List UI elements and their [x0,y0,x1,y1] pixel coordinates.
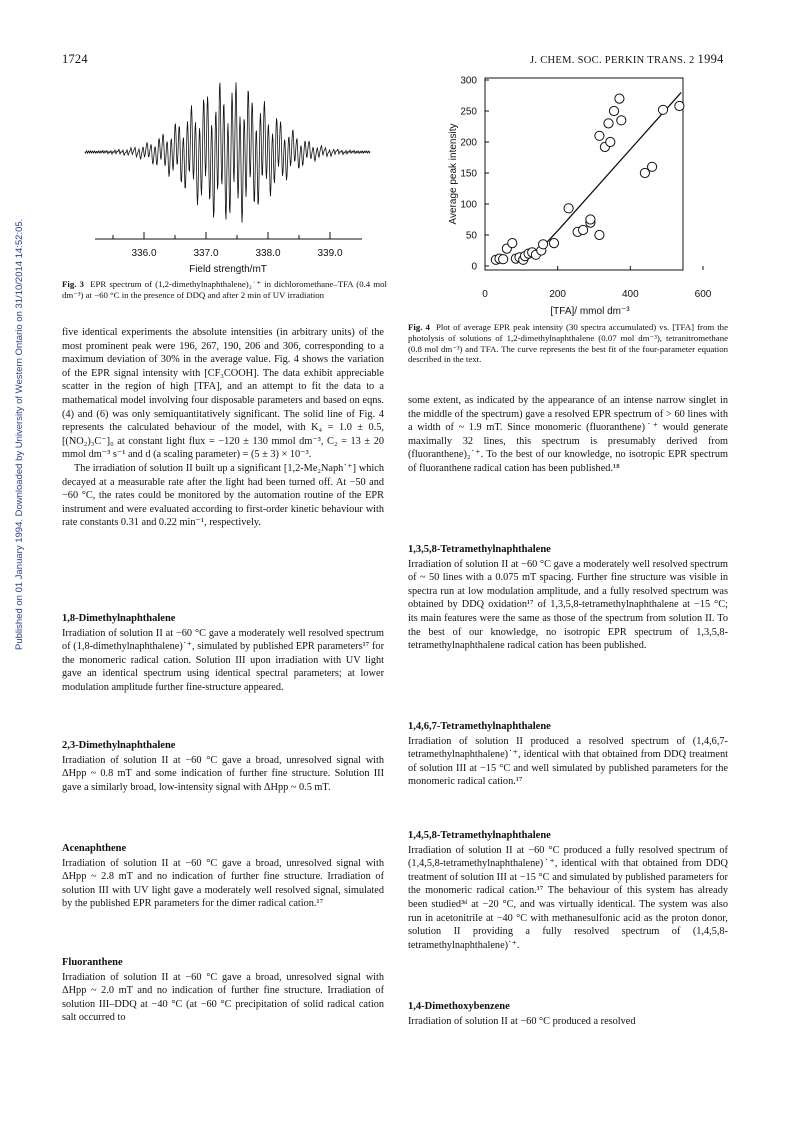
page-number: 1724 [62,52,88,66]
fig3-caption-label: Fig. 3 [62,279,84,289]
fig4-ytick-label: 50 [465,230,477,242]
fig4-caption [408,322,728,365]
fig4-data-point [658,105,667,114]
fig4-data-point [586,215,595,224]
section-heading: Fluoranthene [62,957,123,968]
provenance-text: Published on 01 January 1994. Downloaded by University of Western Ontario on 31/10/2014 14:52:05. [14,218,25,650]
fig4-x-tick-labels [482,289,712,300]
fig4-data-point [508,239,517,248]
fig3-tick-label: 338.0 [255,248,281,259]
section-heading: 1,4,6,7-Tetramethylnaphthalene [408,721,551,732]
fig4-xtick-label: 600 [694,289,712,300]
fig3-tick-label: 336.0 [131,248,157,259]
fig4-data-points [491,94,684,264]
right-section-1 [408,543,728,653]
left-para-2: The irradiation of solution II built up a significant [1,2-Me₂Naph˙⁺] which decayed at a measurable rate after the light had been turned off. At −50 and −60 °C, the rates could be monitored by the automation routine of the EPR instrument and were evaluated according to first-order kinetic behaviour with rate constants 0.31 and 0.22 min⁻¹, respectively. [62,462,384,529]
fig4-data-point [617,116,626,125]
fig4-data-point [615,94,624,103]
section-heading: 1,4,5,8-Tetramethylnaphthalene [408,830,551,841]
fig4-ytick-label: 100 [460,199,477,211]
fig3-caption [62,279,387,301]
fig4-data-point [579,225,588,234]
fig4-data-point [648,162,657,171]
right-column-para [408,394,728,476]
right-section-4 [408,1000,728,1028]
fig4-ytick-label: 300 [460,75,477,87]
left-para-1: five identical experiments the absolute intensities (in arbitrary units) of the most prominent peak were 196, 267, 190, 206 and 306, corresponding to a maximum deviation of 30% in the average value. Fig. 4 shows the variation of the EPR signal intensity with [CF₃COOH]. The data exhibit appreciable scatter in the region of high [TFA], and an attempt to fit the data to a mathematical model involving four disposable parameters and based on eqns. (4) and (6) was only semiquantitatively significant. The solid line of Fig. 4 represents the calculated behaviour of the model, with K₄ = 1.0 ± 0.5, [(NO₂)₃C⁻]₀ at constant light flux = −120 ± 130 mmol dm⁻³, C₂ = 13 ± 20 mmol dm⁻³ s⁻¹ and d (a scaling parameter) = (5 ± 3) × 10⁻³. [62,327,384,461]
fig4-data-point [606,137,615,146]
left-section-1 [62,612,384,695]
fig4-caption-label: Fig. 4 [408,322,430,332]
fig4-data-point [604,119,613,128]
fig4-data-point [609,106,618,115]
right-section-2 [408,720,728,789]
fig4-xtick-label: 0 [482,289,488,300]
left-section-2 [62,739,384,794]
section-heading: 1,3,5,8-Tetramethylnaphthalene [408,544,551,555]
fig3-tick-labels [131,248,342,259]
fig4-y-tick-labels [460,76,477,273]
section-body: Irradiation of solution II at −60 °C gave a broad, unresolved signal with ΔHpp ~ 0.8 mT and some indication of further fine structure. Solution III gave a similarly broad, low-intensity signal with ΔHpp ~ 0.5 mT. [62,754,384,793]
section-body: Irradiation of solution II at −60 °C gave a broad, unresolved signal with ΔHpp ~ 2.8 mT and no indication of further fine structure. Irradiation of solution III with UV light gave a moderately well resolved signal, simulated by the published EPR parameters for the dimer radical cation.¹⁷ [62,857,384,910]
section-body: Irradiation of solution II at −60 °C produced a resolved [408,1015,636,1027]
fig4-ylabel: Average peak intensity [448,123,459,225]
right-section-3 [408,829,728,952]
right-para-1: some extent, as indicated by the appearance of an intense narrow singlet in the middle of the spectrum) gave a resolved EPR spectrum of > 60 lines with a width of ~ 1.9 mT. Since monomeric (fluoranthene)˙⁺ would generate maximally 32 lines, this spectrum is presumably derived from (fluoranthene)₂˙⁺. To the best of our knowledge, no isotropic EPR spectrum of fluoranthene radical cation has been published.¹⁸ [408,395,728,474]
section-body: Irradiation of solution II at −60 °C gave a moderately well resolved spectrum of ~ 50 lines with a 0.075 mT spacing. Further fine structure was visible in spectra run at low modulation amplitude, and a fully resolved spectrum was obtained by DDQ oxidation¹⁷ of 1,3,5,8-tetramethylnaphthalene at −15 °C; its main features were the same as those of the spectrum from solution II. To the best of our knowledge, no isotropic EPR spectrum of 1,3,5,8-tetramethylnaphthalene radical cation has been published. [408,558,728,652]
section-heading: 2,3-Dimethylnaphthalene [62,740,176,751]
section-body: Irradiation of solution II at −60 °C gave a broad, unresolved signal with ΔHpp ~ 2.0 mT and no indication of further fine structure. Irradiation of solution III–DDQ at −40 °C (at −60 °C precipitation of solid radical cation salt occurred to [62,971,384,1024]
epr-spectrum-trace [85,82,370,222]
fig4-data-point [675,101,684,110]
fig3-tick-label: 337.0 [193,248,219,259]
fig4-xtick-label: 400 [621,289,639,300]
section-heading: Acenaphthene [62,843,127,854]
fig3-caption-text: EPR spectrum of (1,2-dimethylnaphthalene)₂˙⁺ in dichloromethane–TFA (0.4 mol dm⁻³) at −60 °C in the presence of DDQ and after 2 min of UV irradiation [62,279,387,300]
left-column [62,326,384,530]
section-heading: 1,4-Dimethoxybenzene [408,1001,510,1012]
fig3-tick-label: 339.0 [317,248,343,259]
fig4-chart [440,64,740,322]
fig4-data-point [549,239,558,248]
provenance-sidebar [0,0,30,1129]
fig4-data-point [499,255,508,264]
left-section-3 [62,842,384,911]
section-heading: 1,8-Dimethylnaphthalene [62,613,176,624]
fig4-ytick-label: 250 [460,106,477,118]
section-body: Irradiation of solution II at −60 °C gave a moderately well resolved spectrum of (1,8-dimethylnaphthalene)˙⁺, simulated by published EPR parameters¹⁷ for the monomeric radical cation. Solution III upon irradiation with UV light gave an identical spectrum using identical spectral parameters; at lower modulation amplitude further fine-structure appeared. [62,627,384,693]
section-body: Irradiation of solution II at −60 °C produced a fully resolved spectrum of (1,4,5,8-tetramethylnaphthalene)˙⁺, identical with that obtained from DDQ treatment of solution III at −15 °C and simulated by published parameters for the monomeric radical cation.¹⁷ The behaviour of this system has already been studied³ᵈ at −20 °C, and was virtually identical. The system was also run in acetonitrile at −40 °C with methanesulfonic acid as the proton donor, solution II providing a fully resolved spectrum of (1,4,5,8-tetramethylnaphthalene)˙⁺. [408,844,728,951]
fig4-data-point [595,230,604,239]
section-body: Irradiation of solution II produced a resolved spectrum of (1,4,6,7-tetramethylnaphthalene)˙⁺, identical with that obtained from DDQ treatment of solution III at −15 °C and well simulated by published parameters for the monomeric radical cation.¹⁷ [408,735,728,788]
left-section-4 [62,956,384,1025]
fig3-xlabel: Field strength/mT [189,264,267,275]
fig4-y-ticks [485,80,489,266]
fig3-ticks [113,232,330,239]
fig4-caption-text: Plot of average EPR peak intensity (30 spectra accumulated) vs. [TFA] from the photolysis of solutions of 1,2-dimethylnaphthalene (0.07 mol dm⁻³), tetranitromethane (0.8 mol dm⁻³) and TFA. The curve represents the best fit of the four-parameter equation described in the text. [408,322,728,365]
fig3-spectrum [80,72,380,277]
fig4-data-point [564,204,573,213]
fig4-data-point [539,240,548,249]
fig4-x-ticks [485,266,703,270]
journal-name: J. CHEM. SOC. PERKIN TRANS. 2 [530,55,695,66]
fig4-ytick-label: 200 [460,137,477,149]
fig4-data-point [595,131,604,140]
journal-year: 1994 [697,52,724,66]
fig4-ytick-label: 0 [471,261,477,273]
fig4-ytick-label: 150 [460,168,477,180]
fig4-xtick-label: 200 [549,289,567,300]
fig4-xlabel: [TFA]/ mmol dm⁻³ [550,306,630,317]
